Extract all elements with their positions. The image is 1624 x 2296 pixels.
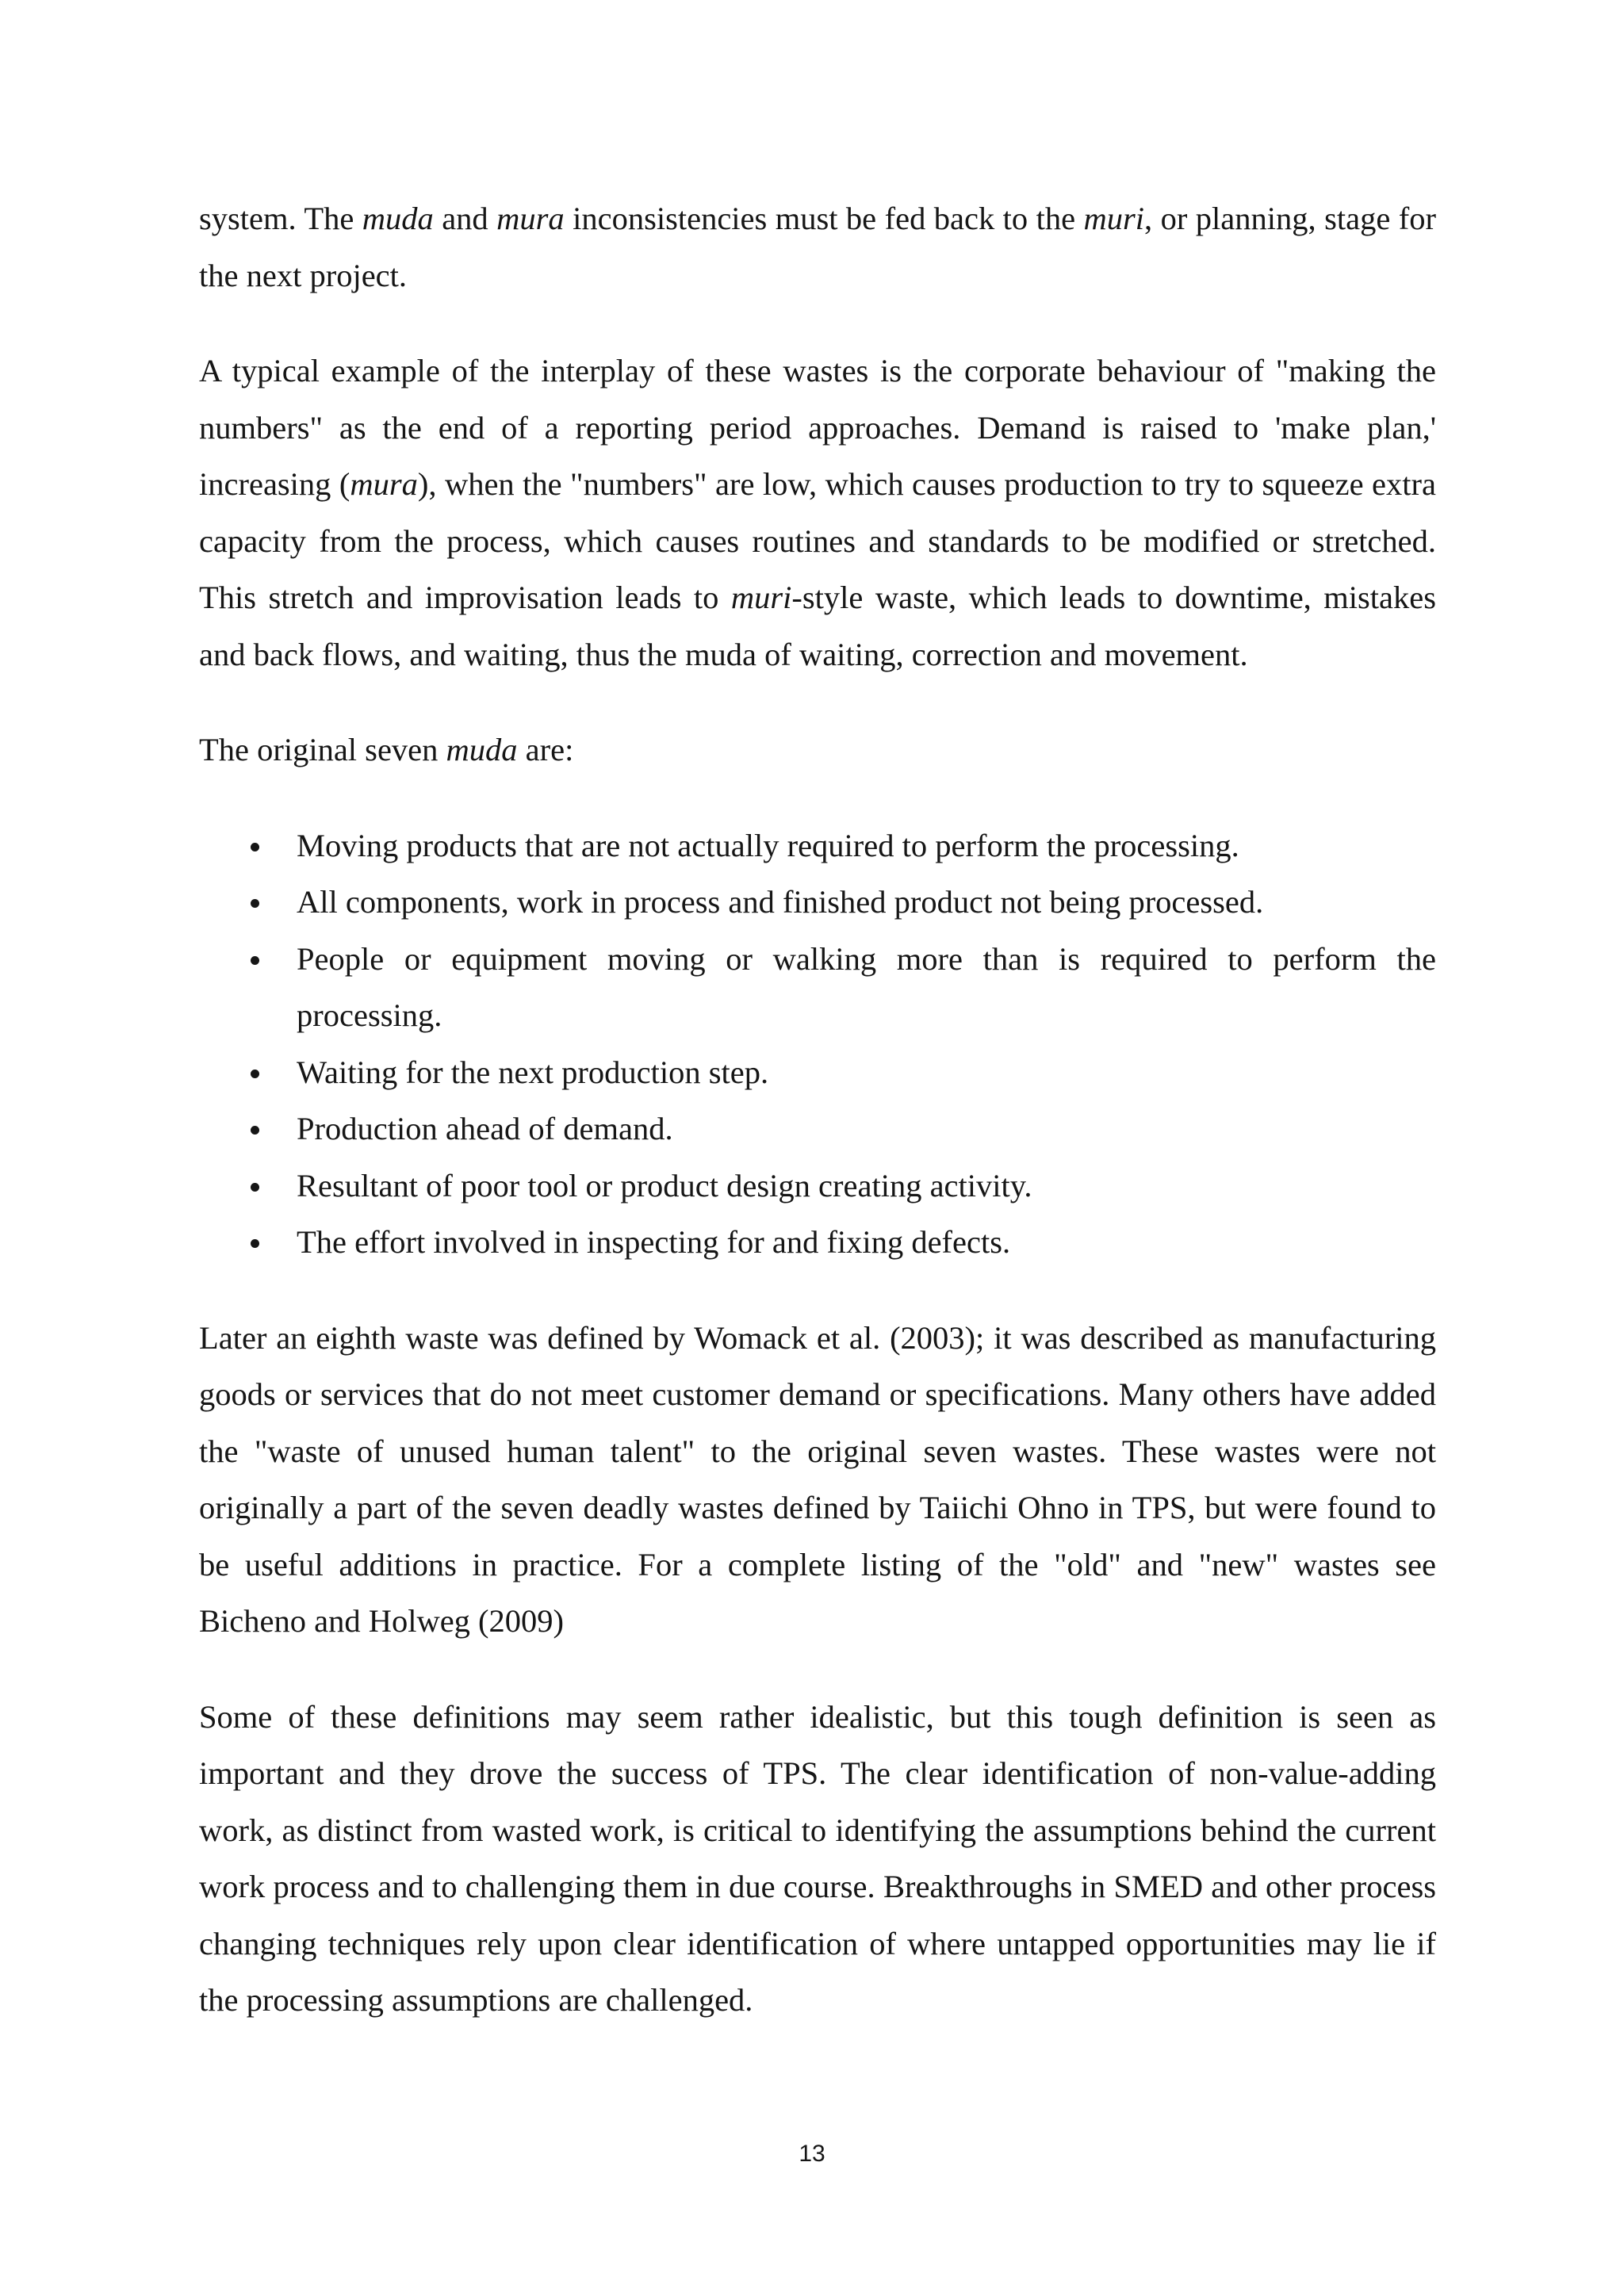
- paragraph-eighth-waste: Later an eighth waste was defined by Womack et al. (2003); it was described as manufacturing goods or services that do not meet customer demand or specifications. Many others have added the "waste of unused human talent" to the original seven wastes. These wastes were not originally a part of the seven deadly wastes defined by Taiichi Ohno in TPS, but were found to be useful additions in practice. For a complete listing of the "old" and "new" wastes see Bicheno and Holweg (2009): [199, 1319, 1436, 1639]
- text-run: system. The: [199, 201, 362, 236]
- paragraph-definitions-idealistic: Some of these definitions may seem rather idealistic, but this tough definition is seen as important and they drove the success of TPS. The clear identification of non-value-adding work, as distinct from wasted work, is critical to identifying the assumptions behind the current work process and to challenging them in due course. Breakthroughs in SMED and other process changing techniques rely upon clear identification of where untapped opportunities may lie if the processing assumptions are challenged.: [199, 1698, 1436, 2018]
- text-run: inconsistencies must be fed back to the: [564, 201, 1084, 236]
- bullet-icon: [251, 1070, 259, 1078]
- text-run: , or planning, stage for the next project.: [199, 201, 1436, 293]
- list-item: [199, 817, 1436, 874]
- list-item-text: Waiting for the next production step.: [297, 1054, 769, 1090]
- text-run: A typical example of the interplay of these wastes is the corporate behaviour of "making the numbers" as the end of a reporting period approaches. Demand is raised to 'make plan,' increasing (: [199, 353, 1436, 502]
- term-muri: muri: [1083, 201, 1145, 236]
- list-item: [199, 874, 1436, 931]
- list-item: [199, 1214, 1436, 1271]
- bullet-icon: [251, 899, 259, 908]
- page-number: 13: [799, 2141, 825, 2167]
- text-run: and: [433, 201, 497, 236]
- list-item-text: Resultant of poor tool or product design creating activity.: [297, 1167, 1032, 1203]
- list-item: [199, 931, 1436, 1044]
- bullet-icon: [251, 843, 259, 851]
- list-item: [199, 1044, 1436, 1101]
- list-item: [199, 1158, 1436, 1215]
- term-muda: muda: [362, 201, 434, 236]
- bullet-icon: [251, 1239, 259, 1248]
- term-mura: mura: [350, 466, 418, 502]
- list-item-text: Moving products that are not actually required to perform the processing.: [297, 827, 1239, 863]
- paragraph-seven-muda-intro: [199, 721, 1436, 779]
- bullet-icon: [251, 956, 259, 965]
- bullet-icon: [251, 1183, 259, 1192]
- seven-muda-list: [199, 817, 1436, 1271]
- term-muri: muri: [730, 580, 792, 615]
- list-item-text: All components, work in process and finished product not being processed.: [297, 884, 1264, 920]
- bullet-icon: [251, 1126, 259, 1135]
- text-run: The original seven: [199, 732, 446, 767]
- page-body: [199, 190, 1436, 2029]
- term-mura: mura: [496, 201, 565, 236]
- text-run: -style waste, which leads to downtime, mistakes and back flows, and waiting, thus the muda of waiting, correction and movement.: [199, 580, 1436, 672]
- term-muda: muda: [446, 732, 518, 767]
- list-item: [199, 1100, 1436, 1158]
- list-item-text: Production ahead of demand.: [297, 1111, 673, 1146]
- paragraph-interplay-example: [199, 342, 1436, 683]
- text-run: are:: [517, 732, 574, 767]
- paragraph-muda-mura-feedback: [199, 190, 1436, 304]
- list-item-text: The effort involved in inspecting for and fixing defects.: [297, 1224, 1011, 1260]
- list-item-text: People or equipment moving or walking more than is required to perform the processing.: [297, 940, 1436, 1033]
- text-run: ), when the "numbers" are low, which causes production to try to squeeze extra capacity from the process, which causes routines and standards to be modified or stretched. This stretch and improvisation leads to: [199, 466, 1437, 615]
